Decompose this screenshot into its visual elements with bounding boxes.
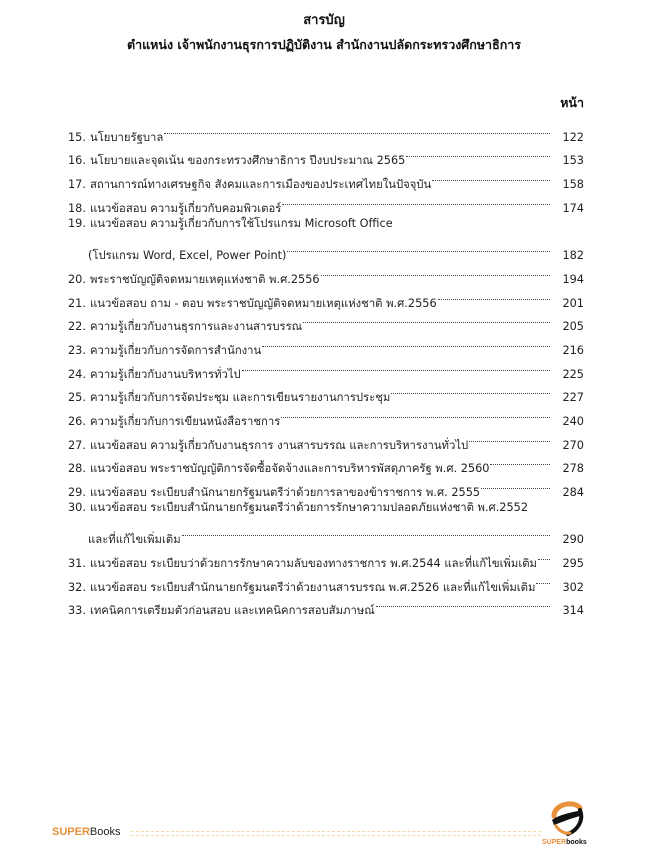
footer-brand-super: SUPER bbox=[52, 826, 90, 838]
logo-text bbox=[542, 839, 587, 846]
dot-leader bbox=[282, 188, 550, 212]
toc-entry[interactable] bbox=[68, 496, 584, 520]
dot-leader bbox=[262, 330, 550, 354]
toc-entry-page: 270 bbox=[562, 438, 584, 452]
toc-entry-title: ความรู้เกี่ยวกับงานบริหารทั่วไป bbox=[89, 367, 241, 381]
toc-entry-number: 16. bbox=[68, 154, 86, 168]
toc-entry-page: 302 bbox=[562, 580, 584, 594]
toc-entry-number: 20. bbox=[68, 272, 86, 286]
toc-entry-number: 28. bbox=[68, 462, 86, 476]
toc-entry-number: 21. bbox=[68, 296, 86, 310]
toc-entry-title: แนวข้อสอบ ระเบียบสำนักนายกรัฐมนตรีว่าด้วยการลาของข้าราชการ พ.ศ. 2555 bbox=[89, 486, 481, 499]
toc-entry-title: แนวข้อสอบ พระราชบัญญัติการจัดซื้อจัดจ้างและการบริหารพัสดุภาครัฐ พ.ศ. 2560 bbox=[89, 462, 490, 476]
toc-entry-number: 27. bbox=[68, 438, 86, 452]
toc-entry-page: 194 bbox=[562, 272, 584, 286]
toc-entry-page: 225 bbox=[562, 367, 584, 381]
dot-leader bbox=[303, 307, 550, 331]
dot-leader bbox=[536, 567, 550, 591]
page-subtitle: ตำแหน่ง เจ้าพนักงานธุรการปฏิบัติงาน สำนักงานปลัดกระทรวงศึกษาธิการ bbox=[126, 37, 522, 52]
dot-leader bbox=[287, 235, 550, 259]
toc-entry-title: นโยบายรัฐบาล bbox=[89, 130, 164, 144]
toc-entry-page: 174 bbox=[562, 201, 584, 215]
toc-entry-title: ความรู้เกี่ยวกับการเขียนหนังสือราชการ bbox=[89, 414, 281, 428]
toc-entry-title: แนวข้อสอบ ระเบียบสำนักนายกรัฐมนตรีว่าด้วยการรักษาความปลอดภัยแห่งชาติ พ.ศ.2552 bbox=[89, 501, 529, 514]
table-of-contents bbox=[68, 117, 584, 618]
toc-entry-page: 227 bbox=[562, 391, 584, 405]
dot-leader bbox=[164, 117, 550, 141]
toc-entry-page: 240 bbox=[562, 414, 584, 428]
toc-entry-title: แนวข้อสอบ ความรู้เกี่ยวกับคอมพิวเตอร์ bbox=[89, 201, 282, 215]
toc-entry-page: 290 bbox=[562, 533, 584, 547]
toc-entry-title: ความรู้เกี่ยวกับการจัดการสำนักงาน bbox=[89, 343, 262, 357]
toc-entry-number: 30. bbox=[68, 501, 86, 514]
toc-entry-continuation[interactable] bbox=[68, 520, 584, 547]
dot-leader bbox=[469, 425, 550, 449]
dot-leader bbox=[538, 543, 550, 567]
toc-entry-title: แนวข้อสอบ ถาม - ตอบ พระราชบัญญัติจดหมายเหตุแห่งชาติ พ.ศ.2556 bbox=[89, 296, 437, 310]
toc-entry-title: ความรู้เกี่ยวกับการจัดประชุม และการเขียนรายงานการประชุม bbox=[89, 391, 391, 405]
toc-entry[interactable] bbox=[68, 212, 584, 236]
dot-leader bbox=[376, 591, 550, 615]
toc-entry-title: เทคนิคการเตรียมตัวก่อนสอบ และเทคนิคการสอบสัมภาษณ์ bbox=[89, 604, 375, 618]
toc-entry-number: 24. bbox=[68, 367, 86, 381]
toc-entry[interactable] bbox=[68, 117, 584, 144]
toc-entry-page: 122 bbox=[562, 130, 584, 144]
toc-entry-title-continuation: และที่แก้ไขเพิ่มเติม bbox=[88, 533, 181, 547]
toc-entry-number: 22. bbox=[68, 320, 86, 334]
toc-entry-page: 314 bbox=[562, 604, 584, 618]
toc-entry-number: 29. bbox=[68, 486, 86, 499]
dot-leader bbox=[391, 378, 550, 402]
dot-leader bbox=[432, 164, 550, 188]
toc-entry-title: แนวข้อสอบ ระเบียบว่าด้วยการรักษาความลับของทางราชการ พ.ศ.2544 และที่แก้ไขเพิ่มเติม bbox=[89, 557, 537, 571]
toc-entry-title: สถานการณ์ทางเศรษฐกิจ สังคมและการเมืองของประเทศไทยในปัจจุบัน bbox=[89, 178, 432, 192]
dot-leader bbox=[242, 354, 550, 378]
toc-entry-number: 31. bbox=[68, 557, 86, 571]
toc-entry-page: 153 bbox=[562, 154, 584, 168]
dot-leader bbox=[281, 401, 550, 425]
toc-entry-page: 278 bbox=[562, 462, 584, 476]
swirl-logo-icon bbox=[540, 798, 592, 838]
toc-entry-number: 32. bbox=[68, 580, 86, 594]
toc-entry-page: 216 bbox=[562, 343, 584, 357]
toc-entry-number: 25. bbox=[68, 391, 86, 405]
toc-entry-page: 158 bbox=[562, 178, 584, 192]
toc-entry-title-continuation: (โปรแกรม Word, Excel, Power Point) bbox=[88, 249, 287, 263]
dot-leader bbox=[321, 259, 550, 283]
toc-entry-page: 295 bbox=[562, 557, 584, 571]
toc-entry-title: นโยบายและจุดเน้น ของกระทรวงศึกษาธิการ ปีงบประมาณ 2565 bbox=[89, 154, 406, 168]
toc-entry-page: 205 bbox=[562, 320, 584, 334]
page-title: สารบัญ bbox=[303, 13, 345, 28]
footer-brand bbox=[52, 826, 120, 838]
toc-entry-number: 19. bbox=[68, 216, 86, 230]
logo-text-super: SUPER bbox=[542, 839, 567, 846]
toc-entry-number: 33. bbox=[68, 604, 86, 618]
toc-entry-title: แนวข้อสอบ ความรู้เกี่ยวกับการใช้โปรแกรม Microsoft Office bbox=[89, 216, 393, 230]
toc-entry-page: 284 bbox=[562, 486, 584, 499]
toc-entry-page: 182 bbox=[562, 249, 584, 263]
logo-text-books: books bbox=[566, 839, 587, 846]
dot-leader bbox=[438, 283, 550, 307]
page-number-column-header: หน้า bbox=[560, 95, 584, 110]
toc-entry-number: 17. bbox=[68, 178, 86, 192]
toc-entry-continuation[interactable] bbox=[68, 235, 584, 263]
footer-dashed-rule bbox=[131, 831, 541, 836]
toc-entry-title: พระราชบัญญัติจดหมายเหตุแห่งชาติ พ.ศ.2556 bbox=[89, 272, 320, 286]
toc-entry-number: 18. bbox=[68, 201, 86, 215]
superbooks-logo bbox=[540, 798, 592, 846]
toc-entry-number: 23. bbox=[68, 343, 86, 357]
toc-entry-page: 201 bbox=[562, 296, 584, 310]
toc-entry-title: แนวข้อสอบ ระเบียบสำนักนายกรัฐมนตรีว่าด้วยงานสารบรรณ พ.ศ.2526 และที่แก้ไขเพิ่มเติม bbox=[89, 580, 536, 594]
dot-leader bbox=[182, 520, 550, 544]
footer-brand-books: Books bbox=[89, 826, 121, 838]
toc-entry-number: 26. bbox=[68, 414, 86, 428]
toc-entry-number: 15. bbox=[68, 130, 86, 144]
dot-leader bbox=[481, 472, 550, 496]
toc-entry-title: ความรู้เกี่ยวกับงานธุรการและงานสารบรรณ bbox=[89, 320, 303, 334]
dot-leader bbox=[406, 141, 550, 165]
dot-leader bbox=[490, 449, 550, 473]
toc-entry-title: แนวข้อสอบ ความรู้เกี่ยวกับงานธุรการ งานสารบรรณ และการบริหารงานทั่วไป bbox=[89, 438, 469, 452]
